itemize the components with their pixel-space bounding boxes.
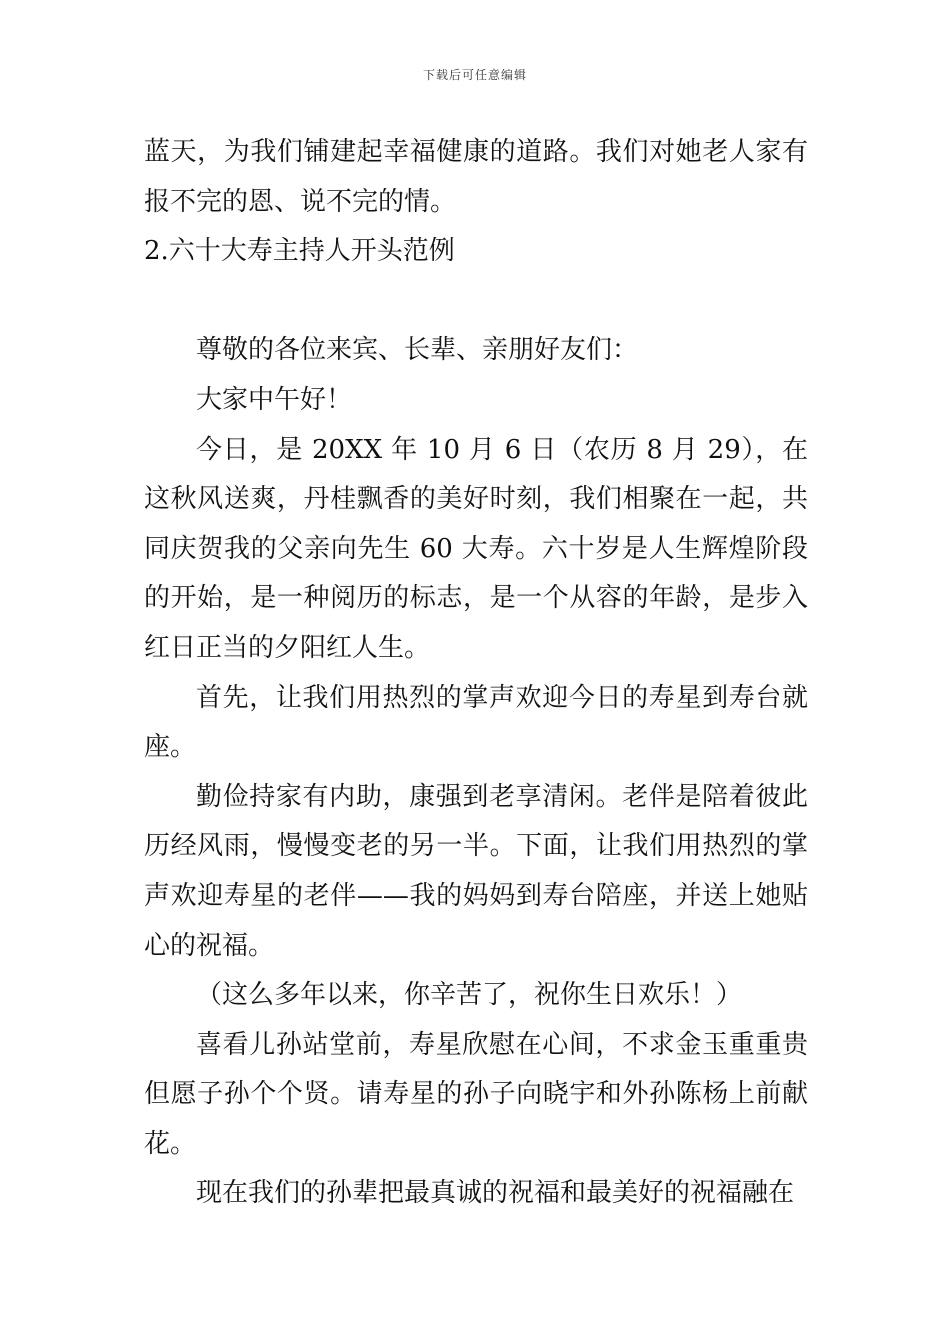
paragraph-welcome-spouse: 勤俭持家有内助，康强到老享清闲。老伴是陪着彼此历经风雨，慢慢变老的另一半。下面，让我们用热烈的掌声欢迎寿星的老伴——我的妈妈到寿台陪座，并送上她贴心的祝福。: [144, 781, 808, 961]
document-body: [144, 128, 808, 1219]
blank-line: [144, 277, 808, 327]
header-note: 下载后可任意编辑: [422, 68, 527, 82]
paragraph-blessing: 现在我们的孙辈把最真诚的祝福和最美好的祝福融在: [196, 1178, 795, 1209]
greeting: 大家中午好！: [196, 384, 353, 415]
paragraph-continuation: 蓝天，为我们铺建起幸福健康的道路。我们对她老人家有报不完的恩、说不完的情。: [144, 137, 808, 217]
salutation: 尊敬的各位来宾、长辈、亲朋好友们：: [196, 335, 639, 366]
paragraph-grandchildren: 喜看儿孙站堂前，寿星欣慰在心间，不求金玉重重贵但愿子孙个个贤。请寿星的孙子向晓宇和外孙陈杨上前献花。: [144, 1029, 808, 1159]
paragraph-intro: 今日，是 20XX 年 10 月 6 日（农历 8 月 29），在这秋风送爽，丹桂飘香的美好时刻，我们相聚在一起，共同庆贺我的父亲向先生 60 大寿。六十岁是人生辉煌阶段的开始，是一种阅历的标志，是一个从容的年龄，是步入红日正当的夕阳红人生。: [144, 434, 808, 663]
paragraph-spouse-wish: （这么多年以来，你辛苦了，祝你生日欢乐！）: [196, 980, 743, 1011]
section-heading: 2.六十大寿主持人开头范例: [144, 236, 455, 267]
paragraph-welcome-star: 首先，让我们用热烈的掌声欢迎今日的寿星到寿台就座。: [144, 682, 808, 763]
